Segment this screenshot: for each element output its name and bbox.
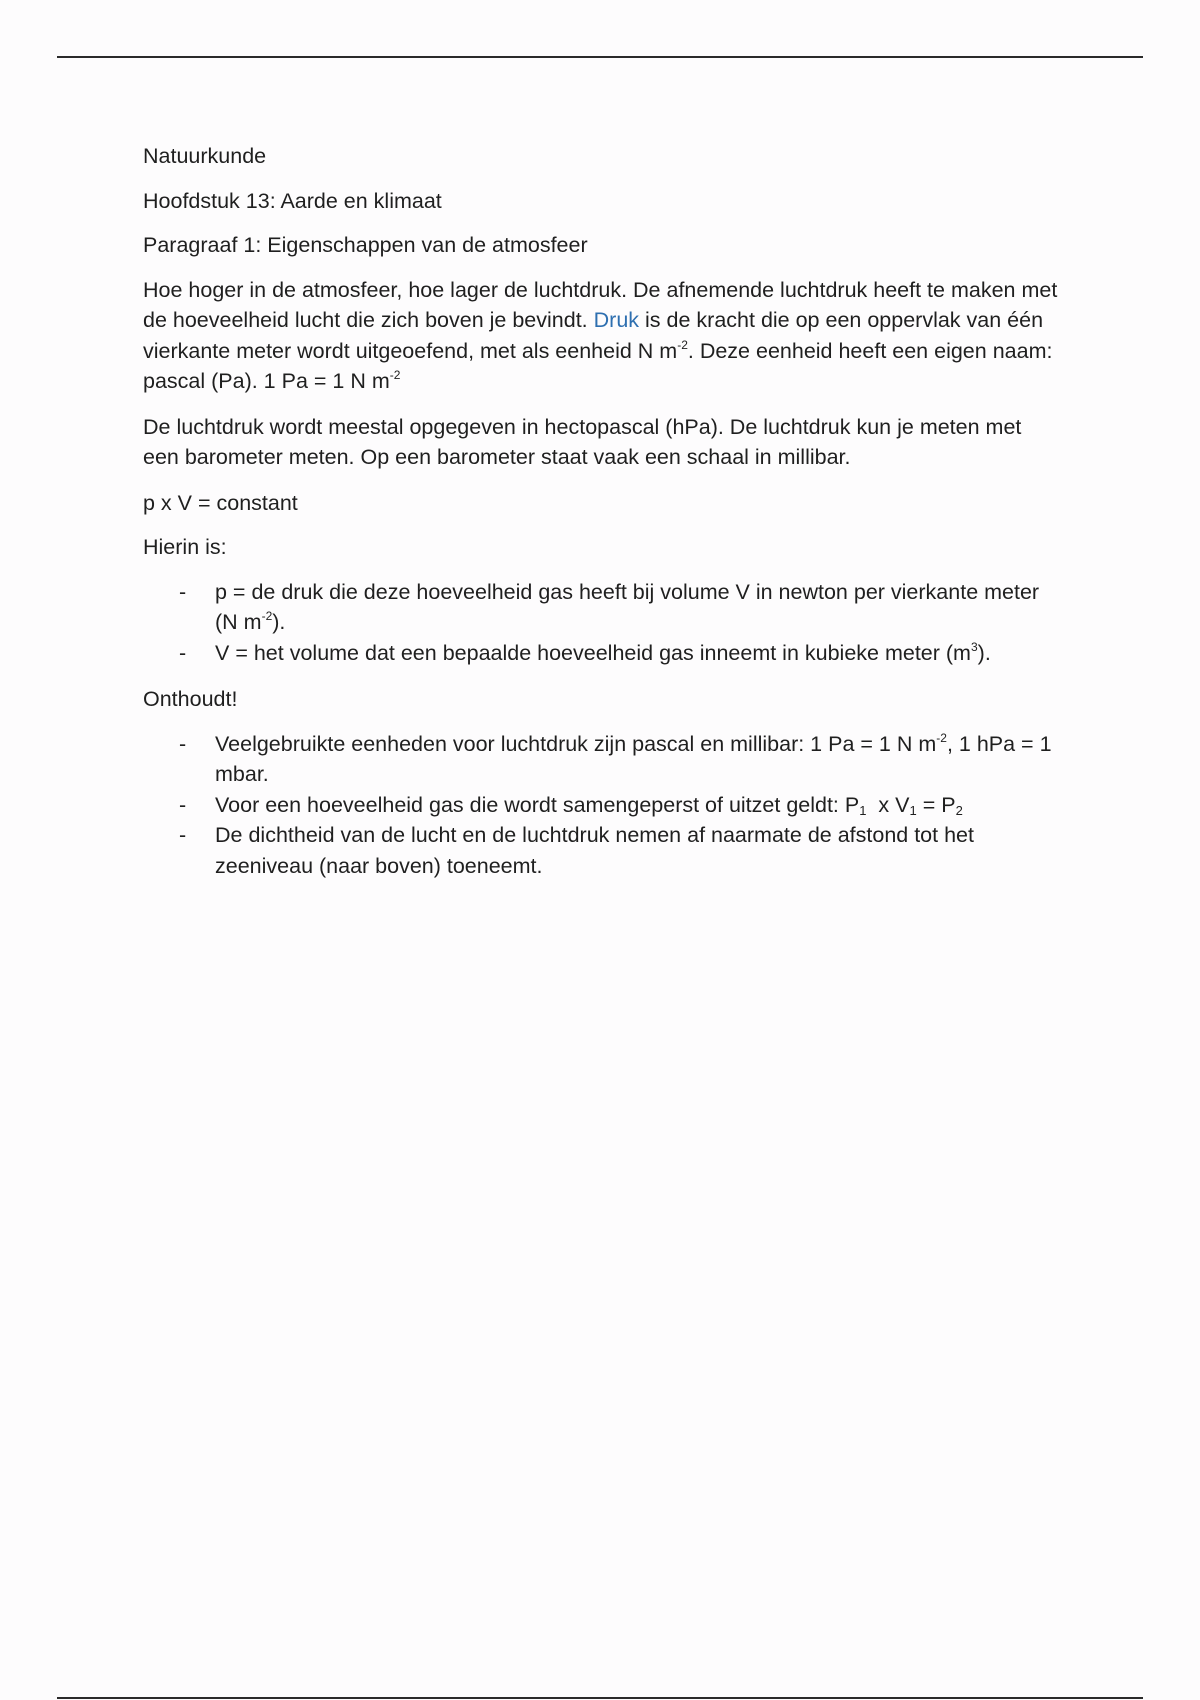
list-item [143,729,1063,790]
definition-exponent: 3 [970,639,978,654]
remember-text: Voor een hoeveelheid gas die wordt samengeperst of uitzet geldt: P [215,792,860,817]
list-item [143,638,1063,669]
intro-text-part2: is de kracht die op een oppervlak van één vierkante meter wordt uitgeoefend, met als eenheid N m [143,308,1044,363]
dash-bullet: - [179,640,187,665]
subject-line: Natuurkunde [143,144,267,168]
onthoudt-heading: Onthoudt! [143,687,238,711]
definition-after: ). [272,610,286,634]
remember-after: , 1 hPa = 1 mbar. [215,731,1052,786]
remember-formula-mid: x V [866,792,910,817]
subscript: 1 [859,802,867,818]
definition-text: V = het volume dat een bepaalde hoeveelheid gas inneemt in kubieke meter (m [215,640,971,665]
intro-text-part1: Hoe hoger in de atmosfeer, hoe lager de luchtdruk. De afnemende luchtdruk heeft te maken met de hoeveelheid lucht die zich boven je bevindt. [143,277,1058,332]
druk-link[interactable]: Druk [593,308,640,332]
footer-rule [57,1697,1143,1699]
dash-bullet: - [179,731,187,756]
paragraph-title: Paragraaf 1: Eigenschappen van de atmosfeer [143,233,588,257]
remember-formula-mid: = P [916,792,956,817]
remember-text: De dichtheid van de lucht en de luchtdruk nemen af naarmate de afstond tot het zeeniveau (naar boven) toeneemt. [215,823,974,878]
list-item [143,820,1063,881]
list-item [143,790,1063,821]
remember-list [143,729,1063,882]
list-item [143,577,1063,638]
document-body [143,141,1063,897]
intro-paragraph [143,275,1063,397]
pressure-paragraph: De luchtdruk wordt meestal opgegeven in hectopascal (hPa). De luchtdruk kun je meten met een barometer meten. Op een barometer staat vaak een schaal in millibar. [143,414,1022,469]
remember-exponent: -2 [936,730,947,745]
dash-bullet: - [179,579,187,604]
definition-list [143,577,1063,669]
formula-line: p x V = constant [143,490,298,515]
definition-after: ). [977,640,991,665]
definition-text: p = de druk die deze hoeveelheid gas heeft bij volume V in newton per vierkante meter (N m [215,579,1040,634]
definition-exponent: -2 [261,609,273,623]
intro-text-part3: . Deze eenheid heeft een eigen naam: pascal (Pa). 1 Pa = 1 N m [143,338,1053,393]
intro-exponent-2: -2 [389,368,401,382]
hierin-line: Hierin is: [143,535,227,559]
dash-bullet: - [179,792,187,817]
subscript: 2 [955,802,963,818]
intro-exponent-1: -2 [677,337,688,352]
chapter-line: Hoofdstuk 13: Aarde en klimaat [143,188,442,213]
dash-bullet: - [179,823,187,847]
header-rule [57,56,1143,58]
remember-text: Veelgebruikte eenheden voor luchtdruk zijn pascal en millibar: 1 Pa = 1 N m [215,731,937,756]
subscript: 1 [909,802,917,818]
